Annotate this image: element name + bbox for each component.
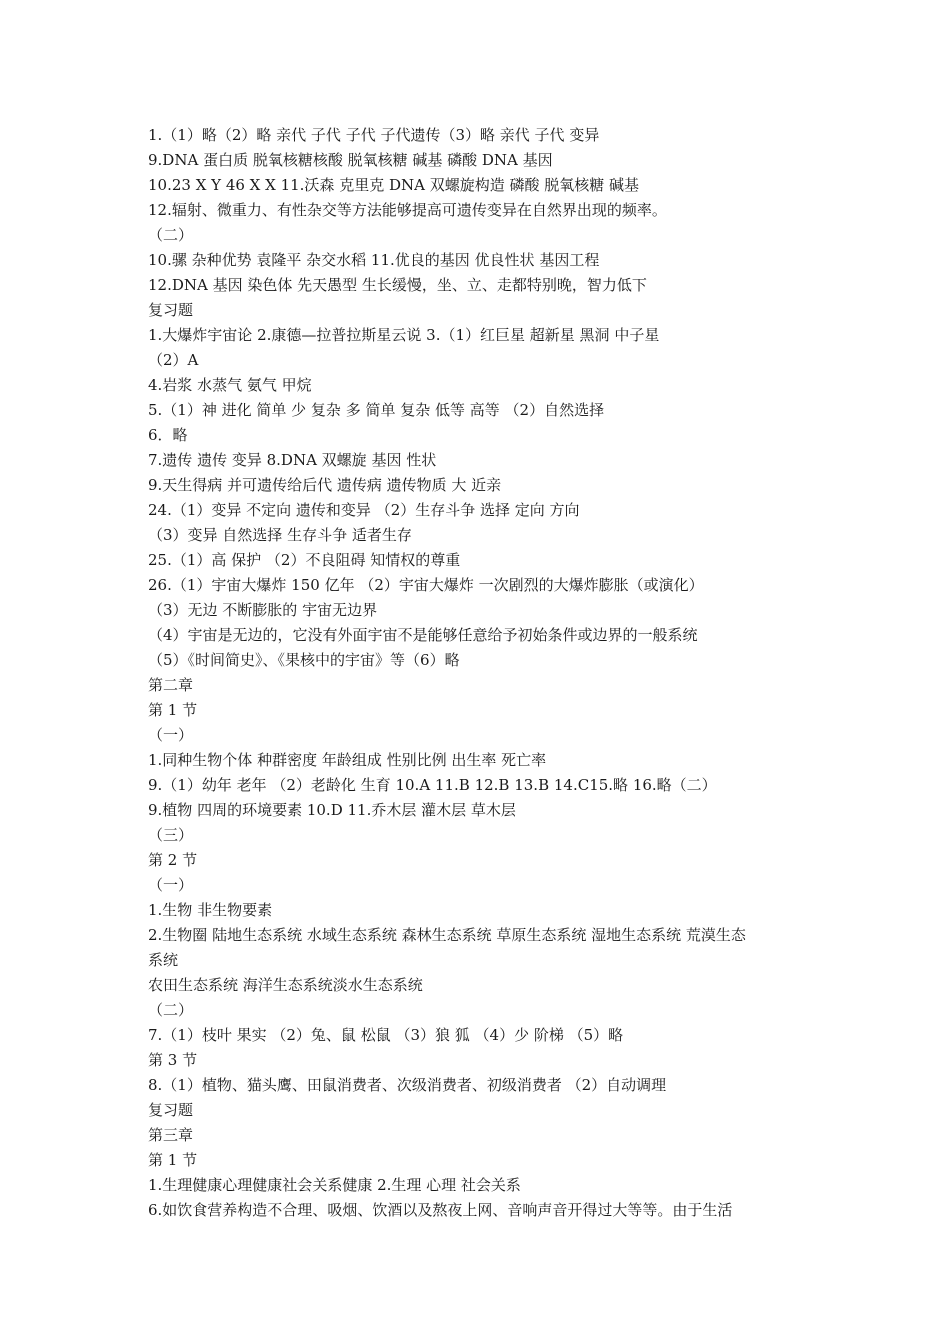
- text-line: 第二章: [148, 676, 194, 694]
- text-line: （5）《时间简史》、《果核中的宇宙》等（6）略: [148, 651, 460, 669]
- text-line: 4.岩浆 水蒸气 氨气 甲烷: [148, 376, 312, 394]
- text-line: 10.23 X Y 46 X X 11.沃森 克里克 DNA 双螺旋构造 磷酸 脱氧核糖 碱基: [148, 176, 640, 194]
- text-line: 6．略: [148, 426, 188, 444]
- document-body: [148, 123, 818, 1223]
- text-line: 26.（1）宇宙大爆炸 150 亿年 （2）宇宙大爆炸 一次剧烈的大爆炸膨胀（或演化）: [148, 576, 704, 594]
- text-line: 农田生态系统 海洋生态系统淡水生态系统: [148, 976, 423, 994]
- text-line: 第 1 节: [148, 701, 198, 719]
- text-line: 第三章: [148, 1126, 194, 1144]
- text-line: 10.骡 杂种优势 袁隆平 杂交水稻 11.优良的基因 优良性状 基因工程: [148, 251, 600, 269]
- text-line: 1.生理健康心理健康社会关系健康 2.生理 心理 社会关系: [148, 1176, 521, 1194]
- text-line: 复习题: [148, 301, 194, 319]
- text-line: （二）: [148, 226, 194, 244]
- text-line: 第 1 节: [148, 1151, 198, 1169]
- text-line: 9.天生得病 并可遗传给后代 遗传病 遗传物质 大 近亲: [148, 476, 502, 494]
- text-line: （三）: [148, 826, 194, 844]
- text-line: （4）宇宙是无边的，它没有外面宇宙不是能够任意给予初始条件或边界的一般系统: [148, 626, 698, 644]
- text-line: 8.（1）植物、猫头鹰、田鼠消费者、次级消费者、初级消费者 （2）自动调理: [148, 1076, 667, 1094]
- text-line: 25.（1）高 保护 （2）不良阻碍 知情权的尊重: [148, 551, 461, 569]
- text-line: 12.DNA 基因 染色体 先天愚型 生长缓慢，坐、立、走都特别晚，智力低下: [148, 276, 647, 294]
- text-line: 9.（1）幼年 老年 （2）老龄化 生育 10.A 11.B 12.B 13.B 14.C15.略 16.略（二）: [148, 776, 717, 794]
- text-line: 1.生物 非生物要素: [148, 901, 273, 919]
- text-line: 7.遗传 遗传 变异 8.DNA 双螺旋 基因 性状: [148, 451, 437, 469]
- text-line: （3）无边 不断膨胀的 宇宙无边界: [148, 601, 378, 619]
- text-line: 24.（1）变异 不定向 遗传和变异 （2）生存斗争 选择 定向 方向: [148, 501, 580, 519]
- text-line: 9.DNA 蛋白质 脱氧核糖核酸 脱氧核糖 碱基 磷酸 DNA 基因: [148, 151, 553, 169]
- text-line: 12.辐射、微重力、有性杂交等方法能够提高可遗传变异在自然界出现的频率。: [148, 201, 667, 219]
- text-line: （3）变异 自然选择 生存斗争 适者生存: [148, 526, 412, 544]
- text-line: 复习题: [148, 1101, 194, 1119]
- text-line: 系统: [148, 951, 179, 969]
- text-line: （一）: [148, 726, 194, 744]
- text-line: （2）A: [148, 351, 199, 369]
- text-line: 9.植物 四周的环境要素 10.D 11.乔木层 灌木层 草木层: [148, 801, 516, 819]
- text-line: （一）: [148, 876, 194, 894]
- text-line: 2.生物圈 陆地生态系统 水域生态系统 森林生态系统 草原生态系统 湿地生态系统 荒漠生态: [148, 926, 746, 944]
- text-line: 7.（1）枝叶 果实 （2）兔、鼠 松鼠 （3）狼 狐 （4）少 阶梯 （5）略: [148, 1026, 624, 1044]
- text-line: 第 2 节: [148, 851, 198, 869]
- text-line: （二）: [148, 1001, 194, 1019]
- text-line: 第 3 节: [148, 1051, 198, 1069]
- text-line: 6.如饮食营养构造不合理、吸烟、饮酒以及熬夜上网、音响声音开得过大等等。由于生活: [148, 1201, 733, 1219]
- text-line: 1.（1）略（2）略 亲代 子代 子代 子代遗传（3）略 亲代 子代 变异: [148, 126, 600, 144]
- text-line: 1.大爆炸宇宙论 2.康德—拉普拉斯星云说 3.（1）红巨星 超新星 黑洞 中子星: [148, 326, 660, 344]
- text-line: 5.（1）神 进化 简单 少 复杂 多 简单 复杂 低等 高等 （2）自然选择: [148, 401, 605, 419]
- text-line: 1.同种生物个体 种群密度 年龄组成 性别比例 出生率 死亡率: [148, 751, 547, 769]
